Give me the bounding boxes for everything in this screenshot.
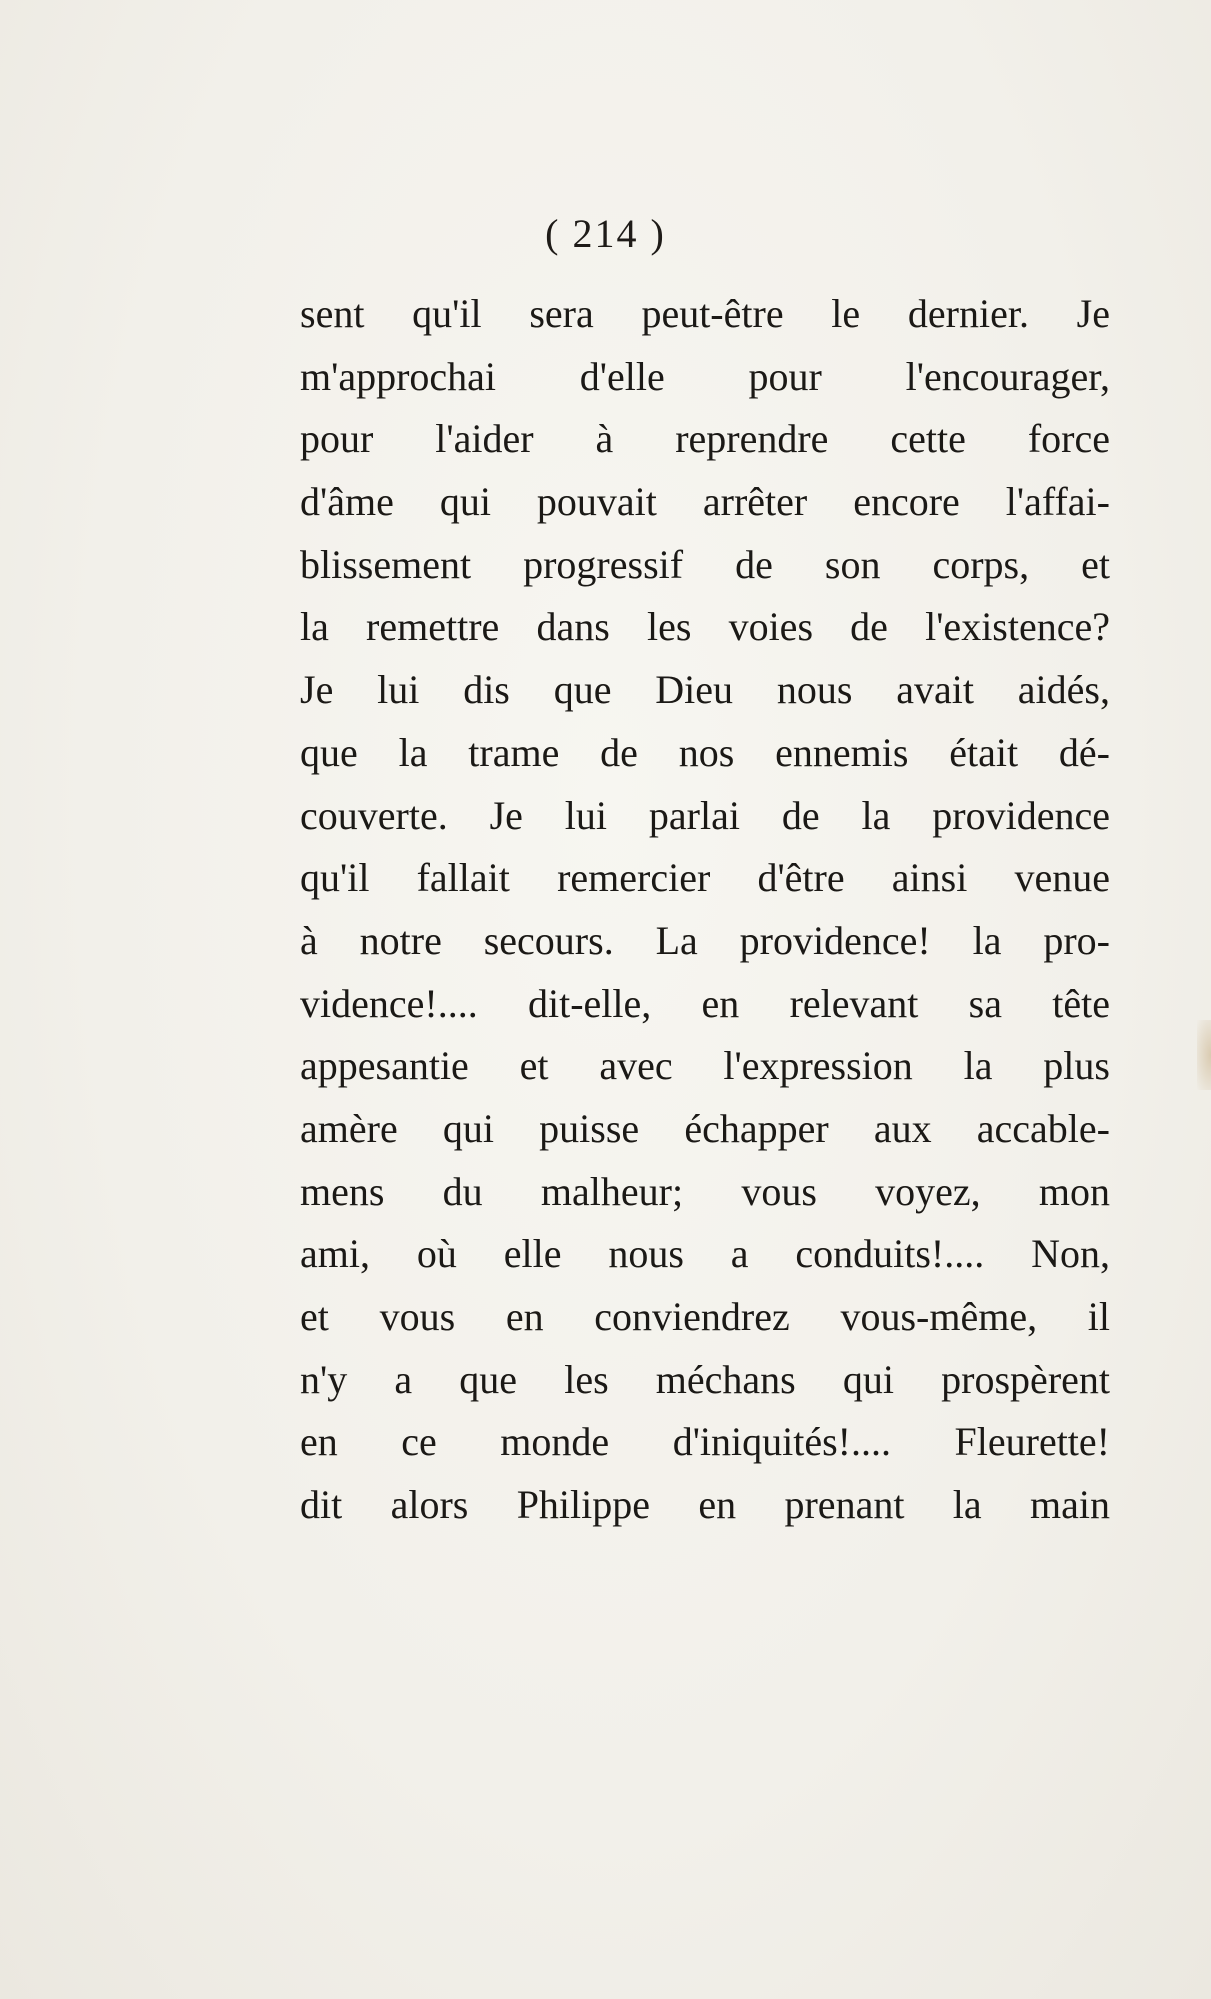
- page-number: ( 214 ): [545, 211, 666, 256]
- text-line: en ce monde d'iniquités!.... Fleurette!: [300, 1419, 1110, 1465]
- text-line: et vous en conviendrez vous-même, il: [300, 1294, 1110, 1339]
- text-line: blissement progressif de son corps, et: [300, 541, 1110, 587]
- text-line: dit alors Philippe en prenant la main: [300, 1482, 1110, 1528]
- text-line: m'approchai d'elle pour l'encourager,: [300, 353, 1110, 399]
- text-line: que la trame de nos ennemis était dé-: [300, 729, 1110, 775]
- text-line: la remettre dans les voies de l'existence?: [300, 604, 1110, 650]
- text-line: sent qu'il sera peut-être le dernier. Je: [300, 291, 1110, 336]
- text-line: vidence!.... dit-elle, en relevant sa tête: [300, 980, 1110, 1026]
- text-line: à notre secours. La providence! la pro-: [300, 917, 1110, 963]
- body-text: [300, 283, 1110, 1537]
- text-line: amère qui puisse échapper aux accable-: [300, 1105, 1110, 1151]
- text-line: Je lui dis que Dieu nous avait aidés,: [300, 667, 1110, 713]
- text-line: n'y a que les méchans qui prospèrent: [300, 1356, 1110, 1402]
- text-line: couverte. Je lui parlai de la providence: [300, 792, 1110, 838]
- text-line: appesantie et avec l'expression la plus: [300, 1043, 1110, 1089]
- text-line: pour l'aider à reprendre cette force: [300, 416, 1110, 462]
- text-line: qu'il fallait remercier d'être ainsi venue: [300, 855, 1110, 901]
- text-line: mens du malheur; vous voyez, mon: [300, 1168, 1110, 1214]
- text-line: d'âme qui pouvait arrêter encore l'affai-: [300, 479, 1110, 525]
- page-edge-stain: [1197, 1020, 1211, 1090]
- text-line: ami, où elle nous a conduits!.... Non,: [300, 1231, 1110, 1277]
